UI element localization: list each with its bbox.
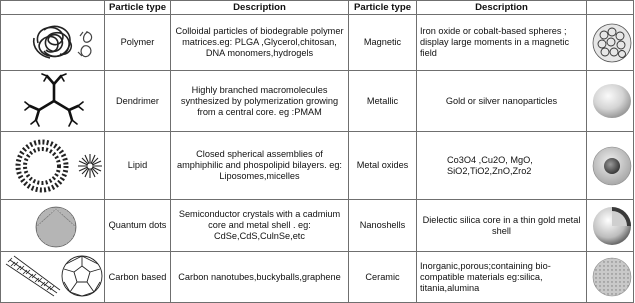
particle-type-carbon-based: Carbon based: [105, 252, 171, 303]
header-description-left: Description: [171, 1, 349, 15]
particle-type-polymer: Polymer: [105, 15, 171, 71]
nanoshell-icon: [587, 200, 634, 252]
header-particle-type-left: Particle type: [105, 1, 171, 15]
description-quantum-dots: Semiconductor crystals with a cadmium core and metal shell . eg: CdSe,CdS,CulnSe,etc: [171, 200, 349, 252]
carbon-nanotube-buckyball-icon: [1, 252, 105, 303]
table-row: [1, 252, 634, 303]
metal-oxide-sphere-icon: [587, 132, 634, 200]
description-carbon-based: Carbon nanotubes,buckyballs,graphene: [171, 252, 349, 303]
metallic-sphere-icon: [587, 71, 634, 132]
particle-type-quantum-dots: Quantum dots: [105, 200, 171, 252]
particle-type-metal-oxides: Metal oxides: [349, 132, 417, 200]
description-metal-oxides: Co3O4 ,Cu2O, MgO, SiO2,TiO2,ZnO,Zro2: [417, 132, 587, 200]
header-row: [1, 1, 634, 15]
polymer-coil-icon: [1, 15, 105, 71]
magnetic-cluster-icon: [587, 15, 634, 71]
particle-type-metallic: Metallic: [349, 71, 417, 132]
table-row: [1, 200, 634, 252]
liposome-micelle-icon: [1, 132, 105, 200]
header-particle-type-right: Particle type: [349, 1, 417, 15]
table-row: [1, 132, 634, 200]
description-polymer: Colloidal particles of biodegrable polymer matrices.eg: PLGA ,Glycerol,chitosan, DNA monomers,hydrogels: [171, 15, 349, 71]
description-lipid: Closed spherical assemblies of amphiphilic and phospolipid bilayers. eg: Liposomes,micelles: [171, 132, 349, 200]
description-ceramic: Inorganic,porous;containing bio-compatible materials eg:silica, titania,alumina: [417, 252, 587, 303]
particle-type-ceramic: Ceramic: [349, 252, 417, 303]
header-empty-image: [1, 1, 105, 15]
header-empty-image-right: [587, 1, 634, 15]
description-dendrimer: Highly branched macromolecules synthesized by polymerization growing from a central core. eg :PMAM: [171, 71, 349, 132]
particle-type-magnetic: Magnetic: [349, 15, 417, 71]
particle-type-lipid: Lipid: [105, 132, 171, 200]
particle-type-dendrimer: Dendrimer: [105, 71, 171, 132]
description-nanoshells: Dielectic silica core in a thin gold metal shell: [417, 200, 587, 252]
table-row: [1, 71, 634, 132]
particle-type-nanoshells: Nanoshells: [349, 200, 417, 252]
description-magnetic: Iron oxide or cobalt-based spheres ; display large moments in a magnetic field: [417, 15, 587, 71]
header-description-right: Description: [417, 1, 587, 15]
table-row: [1, 15, 634, 71]
dendrimer-branch-icon: [1, 71, 105, 132]
description-metallic: Gold or silver nanoparticles: [417, 71, 587, 132]
ceramic-sphere-icon: [587, 252, 634, 303]
quantum-dot-icon: [1, 200, 105, 252]
